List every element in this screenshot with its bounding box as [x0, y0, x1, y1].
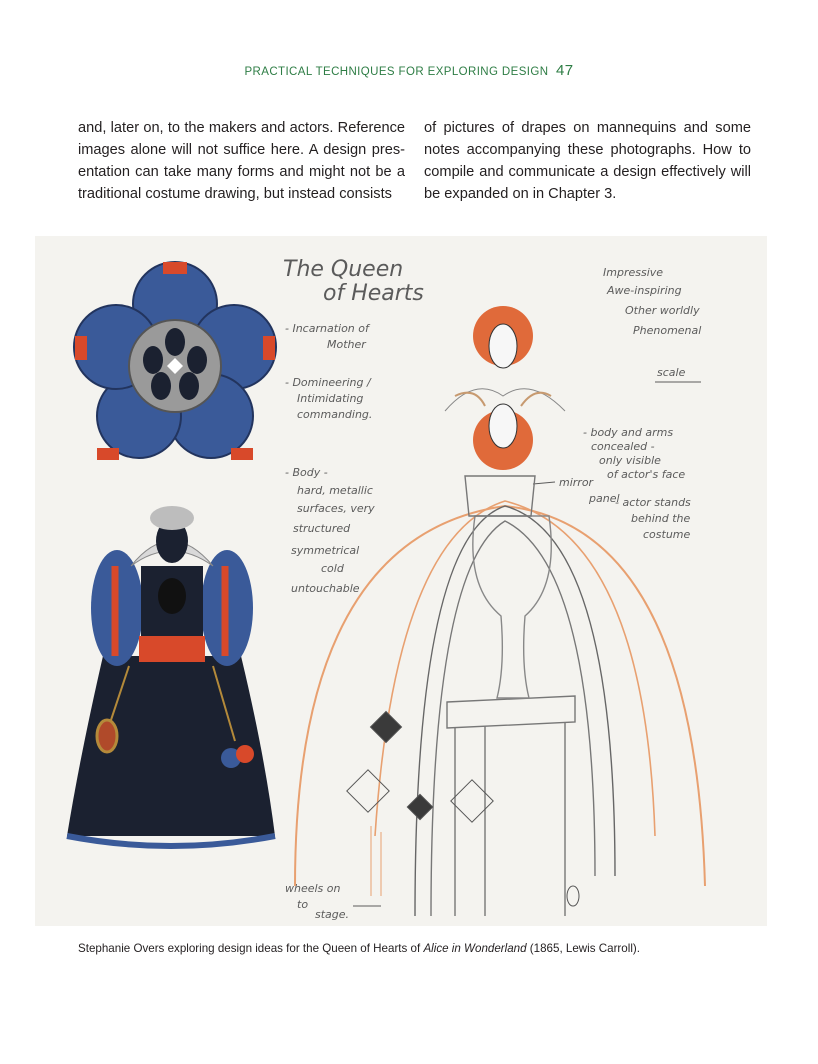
sketch-title-1: The Queen [283, 257, 404, 282]
note-right-4: Phenomenal [633, 324, 702, 337]
note-right-1: Impressive [603, 266, 664, 279]
note-body-4: of actor's face [607, 468, 686, 481]
note-body-2: concealed - [591, 440, 655, 453]
caption-suffix: (1865, Lewis Carroll). [526, 942, 640, 955]
note-mirror-2: panel [589, 492, 620, 505]
note-left-10: symmetrical [291, 544, 360, 557]
caption-prefix: Stephanie Overs exploring design ideas for the Queen of Hearts of [78, 942, 424, 955]
note-mirror-1: mirror [559, 476, 594, 489]
sketch-title-2: of Hearts [323, 281, 424, 306]
notes-left [285, 322, 375, 595]
body-column-left: and, later on, to the makers and actors. Reference images alone will not suffice here. A design pres-entation can take many forms and might not be a traditional costume drawing, but instead consists [78, 120, 405, 202]
running-head [0, 62, 818, 79]
note-body-3: only visible [599, 454, 661, 467]
page-number: 47 [556, 62, 574, 79]
figure-caption [78, 942, 778, 955]
note-left-11: cold [321, 562, 344, 575]
note-actor-3: costume [643, 528, 691, 541]
head-ruffs [445, 306, 565, 470]
ruff-collage [74, 262, 276, 460]
note-actor-2: behind the [631, 512, 691, 525]
costume-sketch [35, 236, 767, 926]
note-left-1: - Incarnation of [285, 322, 369, 335]
note-left-2: Mother [327, 338, 366, 351]
note-actor-1: - actor stands [615, 496, 691, 509]
note-left-6: - Body - [285, 466, 328, 479]
note-wheels-1: wheels on [285, 882, 341, 895]
note-left-8: surfaces, very [297, 502, 375, 515]
note-left-4: Intimidating [297, 392, 364, 405]
note-wheels-3: stage. [315, 908, 350, 921]
note-wheels-2: to [297, 898, 309, 911]
note-right-2: Awe-inspiring [607, 284, 682, 297]
caption-work-title: Alice in Wonderland [423, 942, 527, 955]
body-column-right: of pictures of drapes on mannequins and some notes accompanying these photographs. How to compile and communicate a design effectively will be expanded on in Chapter 3. [424, 120, 751, 202]
note-left-5: commanding. [297, 408, 373, 421]
note-left-7: hard, metallic [297, 484, 373, 497]
note-right-3: Other worldly [625, 304, 700, 317]
note-left-12: untouchable [291, 582, 360, 595]
note-body-1: - body and arms [583, 426, 674, 439]
note-left-9: structured [293, 522, 351, 535]
plinth-sketch [295, 476, 705, 916]
queen-collage [67, 506, 275, 846]
note-left-3: - Domineering / [285, 376, 371, 389]
figure-illustration [35, 236, 767, 926]
tile-motifs [347, 711, 579, 906]
header-title: PRACTICAL TECHNIQUES FOR EXPLORING DESIGN [244, 66, 549, 78]
note-right-5: scale [657, 366, 686, 379]
